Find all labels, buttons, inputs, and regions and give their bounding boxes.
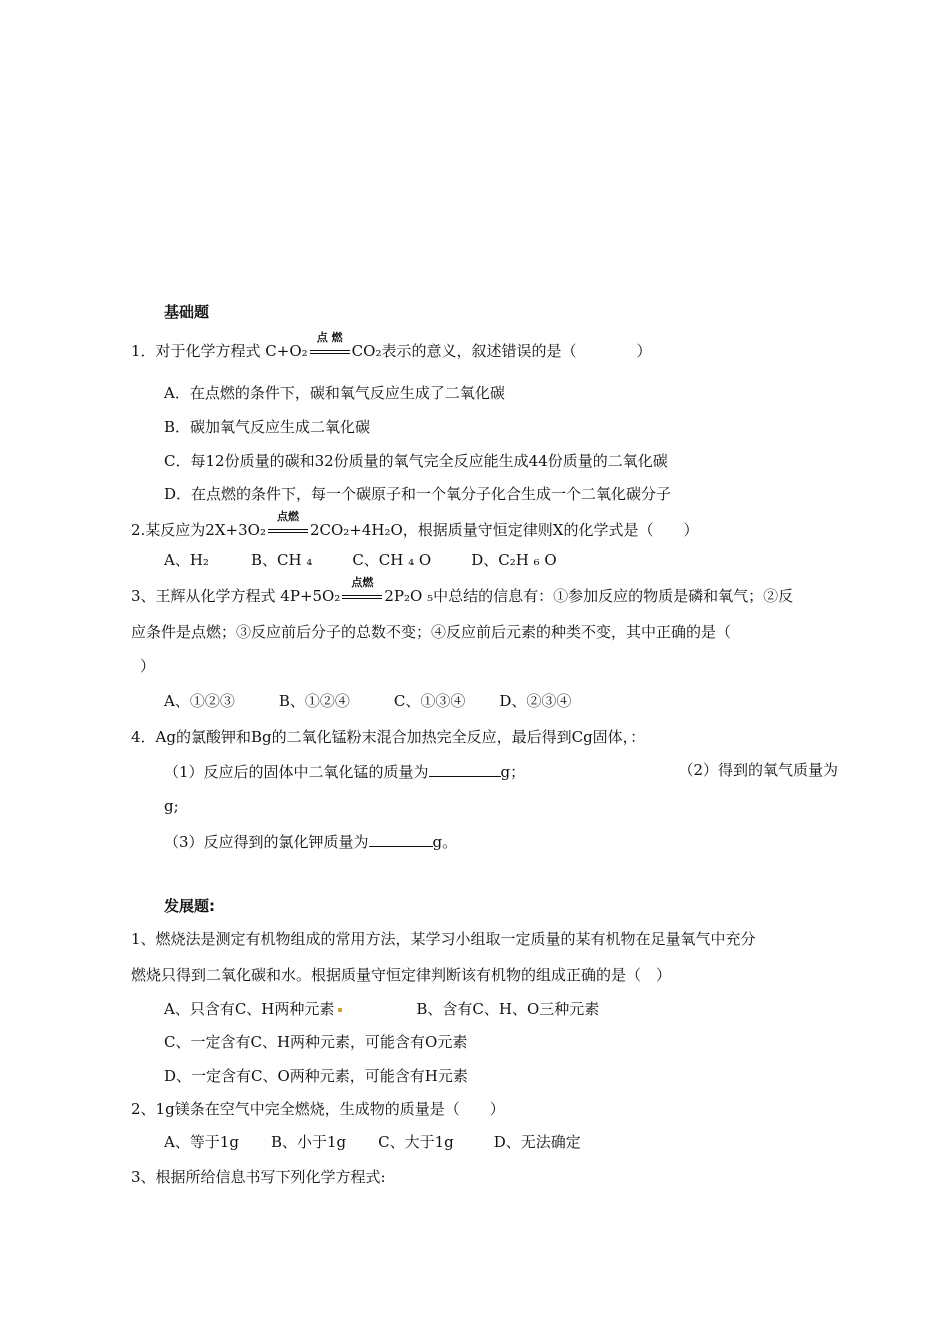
q2-option-c: C、CH ₄ O	[352, 551, 432, 569]
q3-option-d: D、②③④	[499, 692, 572, 710]
adv-q1-line1: 1、燃烧法是测定有机物组成的常用方法，某学习小组取一定质量的某有机物在足量氧气中充分	[131, 930, 756, 948]
q3-line3: ）	[140, 657, 156, 675]
q1-option-a: A．在点燃的条件下，碳和氧气反应生成了二氧化碳	[164, 384, 505, 402]
adv-q2-options	[164, 1132, 581, 1152]
q4-stem: 4．Ag的氯酸钾和Bg的二氧化锰粉末混合加热完全反应，最后得到Cg固体，：	[131, 728, 646, 746]
q1-stem	[131, 331, 652, 361]
q2-stem-pre: 2.某反应为2X+3O₂	[131, 521, 266, 539]
basic-heading: 基础题	[164, 303, 210, 321]
q4-part3	[164, 830, 457, 852]
adv-q2-option-b: B、小于1g	[270, 1133, 347, 1151]
q2-option-d: D、C₂H ₆ O	[471, 551, 557, 569]
adv-q1-option-d: D、一定含有C、O两种元素，可能含有H元素	[164, 1067, 468, 1085]
reaction-condition-label: 点燃	[276, 510, 299, 523]
reaction-condition-sign	[340, 576, 384, 606]
q3-option-c: C、①③④	[393, 692, 466, 710]
adv-q2-option-c: C、大于1g	[378, 1133, 454, 1151]
advanced-heading: 发展题:	[164, 897, 215, 915]
q3-stem-post: 2P₂O ₅中总结的信息有：①参加反应的物质是磷和氧气；②反	[384, 587, 794, 605]
q3-options	[164, 691, 571, 711]
q4-part1-pre: （1）反应后的固体中二氧化锰的质量为	[164, 763, 429, 781]
q1-option-b: B．碳加氧气反应生成二氧化碳	[164, 418, 371, 436]
adv-q3-stem: 3、根据所给信息书写下列化学方程式:	[131, 1168, 386, 1186]
adv-q1-option-b: B、含有C、H、O三种元素	[416, 1000, 600, 1018]
q4-part1-row	[164, 760, 838, 782]
q1-option-c: C．每12份质量的碳和32份质量的氧气完全反应能生成44份质量的二氧化碳	[164, 452, 668, 470]
q3-line2: 应条件是点燃；③反应前后分子的总数不变；④反应前后元素的种类不变，其中正确的是（	[131, 623, 732, 641]
adv-q1-line2: 燃烧只得到二氧化碳和水。根据质量守恒定律判断该有机物的组成正确的是（ ）	[131, 966, 672, 984]
q2-option-a: A、H₂	[164, 551, 209, 569]
q1-stem-pre: 1．对于化学方程式 C+O₂	[131, 342, 308, 360]
q4-part3-pre: （3）反应得到的氯化钾质量为	[164, 833, 369, 851]
reaction-condition-sign	[266, 510, 310, 540]
adv-q2-stem: 2、1g镁条在空气中完全燃烧，生成物的质量是（ ）	[131, 1100, 505, 1118]
q3-line1	[131, 576, 794, 606]
adv-q1-options-ab	[164, 999, 599, 1019]
q3-stem-pre: 3、王辉从化学方程式 4P+5O₂	[131, 587, 341, 605]
q2-options	[164, 550, 557, 570]
q4-part1-post: g；	[500, 763, 526, 781]
adv-q2-option-a: A、等于1g	[164, 1133, 239, 1151]
q3-option-b: B、①②④	[278, 692, 350, 710]
adv-q1-option-c: C、一定含有C、H两种元素，可能含有O元素	[164, 1033, 468, 1051]
q4-part2-tail: g;	[164, 797, 179, 815]
q2-option-b: B、CH ₄	[250, 551, 313, 569]
q3-option-a: A、①②③	[164, 692, 235, 710]
q4-part1-blank[interactable]	[429, 760, 501, 777]
q1-option-d: D．在点燃的条件下，每一个碳原子和一个氧分子化合生成一个二氧化碳分子	[164, 485, 672, 503]
q4-part2: （2）得到的氧气质量为	[678, 761, 838, 779]
q2-stem-post: 2CO₂+4H₂O，根据质量守恒定律则X的化学式是（ ）	[309, 521, 699, 539]
adv-q2-option-d: D、无法确定	[493, 1133, 581, 1151]
adv-q1-option-a: A、只含有C、H两种元素	[164, 1000, 335, 1018]
reaction-condition-label: 点燃	[351, 576, 374, 589]
q2-stem	[131, 510, 699, 540]
reaction-condition-sign	[308, 331, 352, 361]
q1-stem-post: CO₂表示的意义，叙述错误的是（ ）	[351, 342, 652, 360]
q4-part3-post: g。	[432, 833, 458, 851]
mark-dot-icon	[338, 1008, 342, 1012]
q4-part3-blank[interactable]	[369, 830, 433, 847]
reaction-condition-label: 点 燃	[316, 331, 343, 344]
